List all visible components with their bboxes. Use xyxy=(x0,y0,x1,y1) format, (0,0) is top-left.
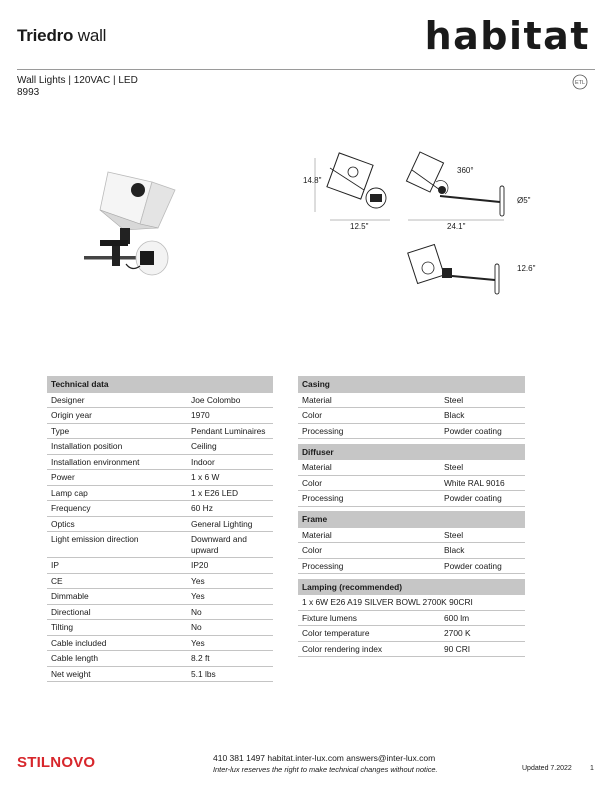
table-row xyxy=(47,485,273,501)
spec-value: 90 CRI xyxy=(440,641,525,657)
legal-notice: Inter-lux reserves the right to make technical changes without notice. xyxy=(213,765,438,774)
spec-value: 1970 xyxy=(187,408,273,424)
table-row xyxy=(47,439,273,455)
dim-height: 14.8" xyxy=(303,176,322,185)
product-variant: wall xyxy=(77,26,107,45)
technical-data-heading: Technical data xyxy=(47,376,273,393)
spec-label: Cable included xyxy=(47,635,187,651)
spec-value: Yes xyxy=(187,635,273,651)
dim-alt-height: 12.6" xyxy=(517,264,536,273)
spec-value: No xyxy=(187,620,273,636)
spec-label: Cable length xyxy=(47,651,187,667)
table-row xyxy=(47,604,273,620)
dim-depth: 24.1" xyxy=(447,222,466,231)
spec-label: Color xyxy=(298,543,440,559)
spec-value: 60 Hz xyxy=(187,501,273,517)
header-divider xyxy=(17,69,595,70)
spec-label: Dimmable xyxy=(47,589,187,605)
spec-label: Frequency xyxy=(47,501,187,517)
table-row xyxy=(298,475,525,491)
spec-value: IP20 xyxy=(187,558,273,574)
table-row xyxy=(47,573,273,589)
table-row xyxy=(47,532,273,558)
spec-label: Color xyxy=(298,408,440,424)
spec-value: 5.1 lbs xyxy=(187,666,273,682)
product-photo xyxy=(80,160,190,280)
svg-text:ETL: ETL xyxy=(574,80,586,86)
spec-value: 600 lm xyxy=(440,610,525,626)
frame-heading xyxy=(298,511,525,528)
table-row xyxy=(298,610,525,626)
table-row xyxy=(298,460,525,475)
spec-label: Lamp cap xyxy=(47,485,187,501)
spec-label: Color temperature xyxy=(298,626,440,642)
dim-width: 12.5" xyxy=(350,222,369,231)
spec-label: Light emission direction xyxy=(47,532,187,558)
table-row xyxy=(298,491,525,507)
spec-label: Material xyxy=(298,393,440,408)
dim-base-diameter: Ø5" xyxy=(517,196,531,205)
spec-value: Steel xyxy=(440,393,525,408)
table-row xyxy=(47,589,273,605)
spec-label: Processing xyxy=(298,558,440,574)
spec-label: Material xyxy=(298,460,440,475)
spec-label: Processing xyxy=(298,491,440,507)
spec-label: Type xyxy=(47,423,187,439)
table-row xyxy=(47,501,273,517)
spec-label: Processing xyxy=(298,423,440,439)
table-heading xyxy=(47,376,273,393)
spec-value: Steel xyxy=(440,460,525,475)
spec-value: Black xyxy=(440,408,525,424)
spec-value: Yes xyxy=(187,589,273,605)
spec-value: Powder coating xyxy=(440,558,525,574)
page-number: 1 xyxy=(590,765,594,772)
spec-label: Designer xyxy=(47,393,187,408)
table-row xyxy=(47,516,273,532)
spec-value: Ceiling xyxy=(187,439,273,455)
table-row xyxy=(47,620,273,636)
product-category: Wall Lights | 120VAC | LED xyxy=(17,75,138,86)
brand-logo: habitat xyxy=(424,14,590,58)
spec-label: CE xyxy=(47,573,187,589)
spec-label: Optics xyxy=(47,516,187,532)
spec-value: White RAL 9016 xyxy=(440,475,525,491)
etl-listed-icon xyxy=(572,74,588,90)
table-row xyxy=(298,423,525,439)
page-title xyxy=(17,26,106,46)
spec-value: Steel xyxy=(440,528,525,543)
spec-value: 1 x E26 LED xyxy=(187,485,273,501)
spec-value: Powder coating xyxy=(440,491,525,507)
table-row xyxy=(47,635,273,651)
product-subtitle xyxy=(17,75,138,99)
spec-label: IP xyxy=(47,558,187,574)
table-row xyxy=(47,408,273,424)
diffuser-heading xyxy=(298,444,525,461)
table-row xyxy=(298,558,525,574)
spec-value: Yes xyxy=(187,573,273,589)
spec-value: Joe Colombo xyxy=(187,393,273,408)
spec-label: Origin year xyxy=(47,408,187,424)
spec-value: General Lighting xyxy=(187,516,273,532)
spec-label: 1 x 6W E26 A19 SILVER BOWL 2700K 90CRI xyxy=(298,595,525,610)
spec-label: Net weight xyxy=(47,666,187,682)
dim-rotation: 360° xyxy=(457,166,474,175)
spec-label: Casing xyxy=(298,376,525,393)
lamping-heading xyxy=(298,579,525,596)
spec-label: Lamping (recommended) xyxy=(298,579,525,596)
table-row xyxy=(47,666,273,682)
spec-label: Directional xyxy=(47,604,187,620)
spec-value: 2700 K xyxy=(440,626,525,642)
updated-date: Updated 7.2022 xyxy=(522,765,572,772)
table-row xyxy=(47,558,273,574)
spec-value: Pendant Luminaires xyxy=(187,423,273,439)
table-row xyxy=(47,470,273,486)
spec-label: Fixture lumens xyxy=(298,610,440,626)
spec-label: Diffuser xyxy=(298,444,525,461)
spec-label: Power xyxy=(47,470,187,486)
spec-label: Installation environment xyxy=(47,454,187,470)
table-row xyxy=(47,651,273,667)
spec-value: No xyxy=(187,604,273,620)
table-row xyxy=(298,543,525,559)
table-row xyxy=(298,408,525,424)
spec-value: Downward and upward xyxy=(187,532,273,558)
spec-value: 1 x 6 W xyxy=(187,470,273,486)
table-row xyxy=(298,393,525,408)
product-name: Triedro xyxy=(17,26,74,45)
spec-value: Indoor xyxy=(187,454,273,470)
contact-info: 410 381 1497 habitat.inter-lux.com answers@inter-lux.com xyxy=(213,753,436,763)
spec-label: Installation position xyxy=(47,439,187,455)
spec-value: Black xyxy=(440,543,525,559)
table-row xyxy=(298,641,525,657)
spec-label: Material xyxy=(298,528,440,543)
table-row xyxy=(47,393,273,408)
product-code: 8993 xyxy=(17,87,40,98)
spec-label: Frame xyxy=(298,511,525,528)
materials-table xyxy=(298,376,525,657)
spec-value: 8.2 ft xyxy=(187,651,273,667)
table-row xyxy=(47,423,273,439)
spec-label: Color rendering index xyxy=(298,641,440,657)
dimension-drawings xyxy=(290,150,550,300)
spec-label: Color xyxy=(298,475,440,491)
stilnovo-logo: STILNOVO xyxy=(17,754,96,771)
spec-label: Tilting xyxy=(47,620,187,636)
table-row xyxy=(298,528,525,543)
casing-heading xyxy=(298,376,525,393)
spec-value: Powder coating xyxy=(440,423,525,439)
table-row xyxy=(47,454,273,470)
lamp-spec-row xyxy=(298,595,525,610)
table-row xyxy=(298,626,525,642)
technical-data-table xyxy=(47,376,273,682)
